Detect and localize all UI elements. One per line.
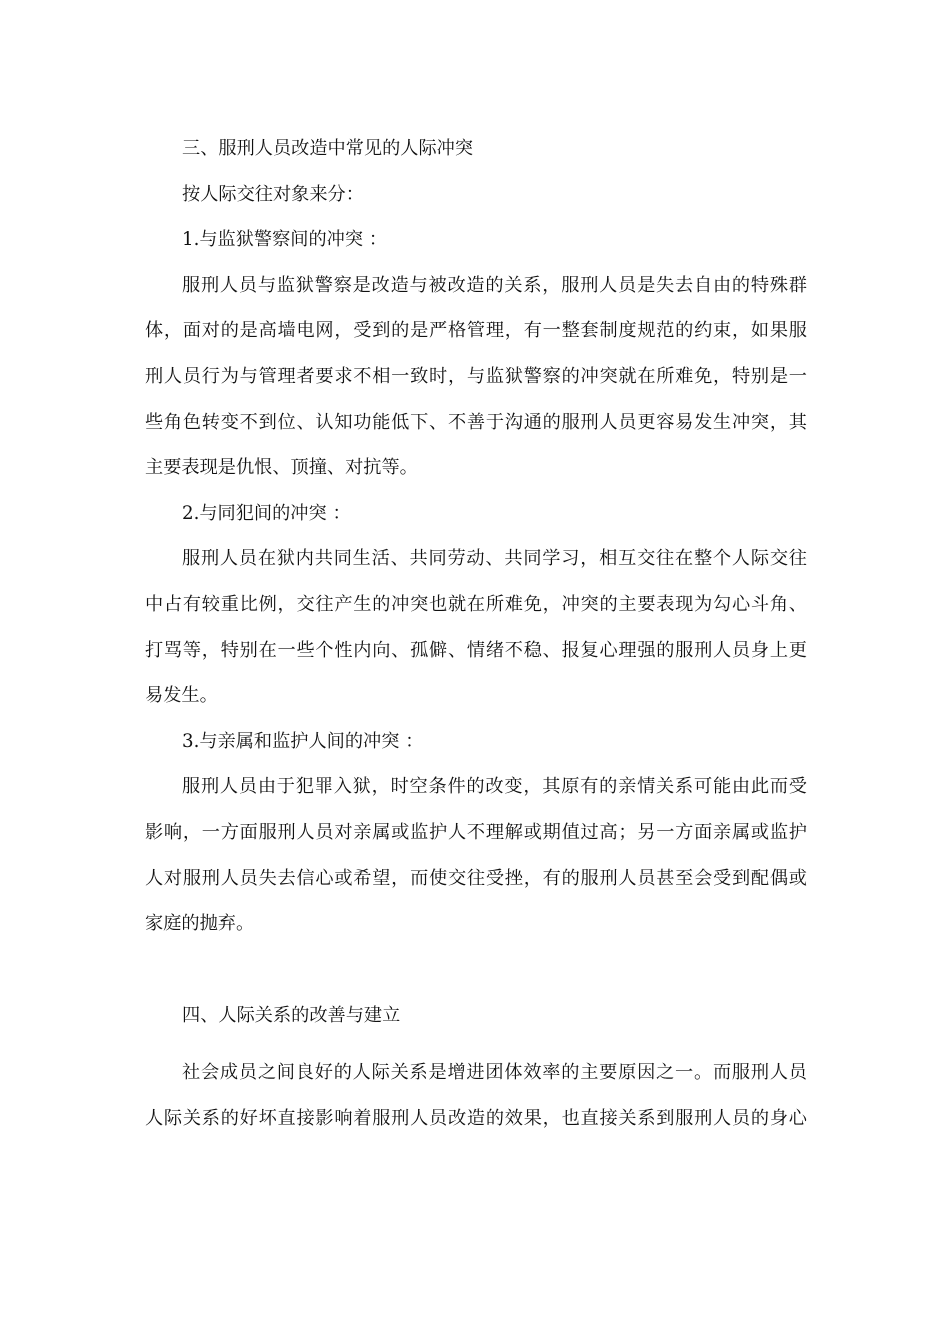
item-3-line-3: 人对服刑人员失去信心或希望，而使交往受挫，有的服刑人员甚至会受到配偶或 [145, 867, 807, 889]
section-4-line-1: 社会成员之间良好的人际关系是增进团体效率的主要原因之一。而服刑人员 [182, 1062, 807, 1084]
item-3-heading: 3.与亲属和监护人间的冲突 ： [182, 730, 424, 752]
item-2-heading: 2.与同犯间的冲突 ： [182, 502, 351, 524]
item-2-line-1: 服刑人员在狱内共同生活、共同劳动、共同学习，相互交往在整个人际交往 [182, 548, 807, 570]
section-3-title: 三、服刑人员改造中常见的人际冲突 [182, 138, 474, 159]
section-4-line-2: 人际关系的好坏直接影响着服刑人员改造的效果，也直接关系到服刑人员的身心 [145, 1107, 807, 1129]
section-spacer [145, 947, 807, 993]
item-1-line-4: 些角色转变不到位、认知功能低下、不善于沟通的服刑人员更容易发生冲突，其 [145, 411, 807, 433]
item-3-line-2: 影响，一方面服刑人员对亲属或监护人不理解或期值过高；另一方面亲属或监护 [145, 821, 807, 843]
item-3-line-1: 服刑人员由于犯罪入狱，时空条件的改变，其原有的亲情关系可能由此而受 [182, 776, 807, 798]
item-2-line-3: 打骂等，特别在一些个性内向、孤僻、情绪不稳、报复心理强的服刑人员身上更 [145, 639, 807, 661]
item-1-line-2: 体，面对的是高墙电网，受到的是严格管理，有一整套制度规范的约束，如果服 [145, 320, 807, 342]
item-2-line-4: 易发生。 [145, 685, 218, 707]
section-3-intro: 按人际交往对象来分： [182, 183, 364, 205]
title-spacer [145, 1038, 807, 1050]
section-4-title: 四、人际关系的改善与建立 [182, 1004, 401, 1026]
document-body [145, 126, 807, 1141]
item-3-line-4: 家庭的抛弃。 [145, 913, 255, 935]
item-1-heading: 1.与监狱警察间的冲突 ： [182, 229, 388, 251]
item-1-line-5: 主要表现是仇恨、顶撞、对抗等。 [145, 457, 418, 479]
item-2-line-2: 中占有较重比例，交往产生的冲突也就在所难免，冲突的主要表现为勾心斗角、 [145, 593, 807, 615]
item-1-line-1: 服刑人员与监狱警察是改造与被改造的关系，服刑人员是失去自由的特殊群 [182, 274, 807, 296]
item-1-line-3: 刑人员行为与管理者要求不相一致时，与监狱警察的冲突就在所难免，特别是一 [145, 365, 807, 387]
